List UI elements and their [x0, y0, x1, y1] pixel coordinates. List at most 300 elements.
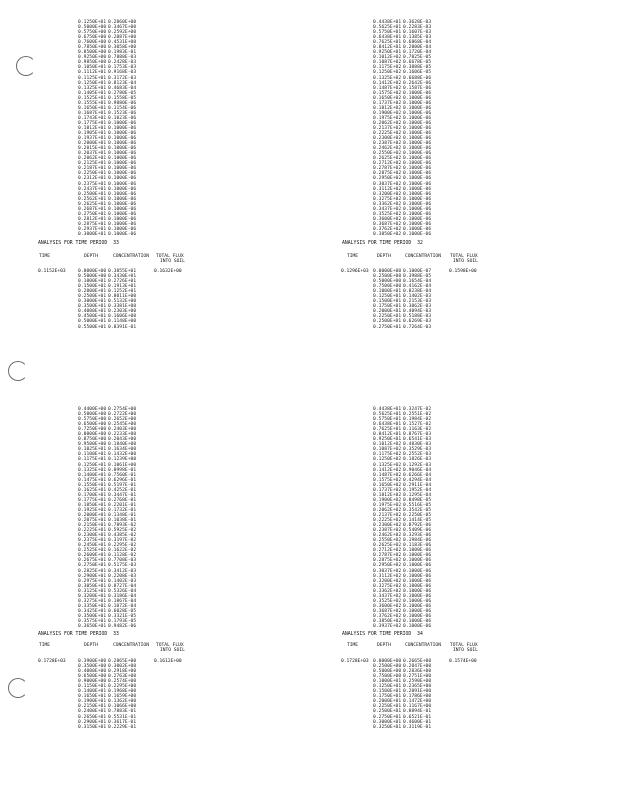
concentration-cell: 0.2000E-04	[403, 45, 432, 51]
concentration-cell: 0.1000E-06	[403, 196, 432, 202]
depth-cell: 0.1925E+01	[78, 507, 107, 513]
concentration-cell: 0.2043E+00	[108, 437, 137, 443]
concentration-cell: 0.2754E+00	[108, 407, 137, 412]
depth-cell: 0.1325E+02	[373, 75, 402, 81]
period-heading: ANALYSIS FOR TIME PERIOD 34	[342, 632, 423, 637]
depth-cell: 0.2675E+01	[78, 558, 107, 564]
depth-cell: 0.1737E+02	[373, 487, 402, 493]
concentration-cell: 0.1066E+00	[108, 704, 137, 710]
concentration-cell: 0.4252E-01	[108, 487, 137, 493]
period-heading: ANALYSIS FOR TIME PERIOD 33	[38, 632, 119, 637]
depth-cell: 0.5000E+00	[78, 25, 107, 31]
concentration-cell: 0.1000E-06	[403, 613, 432, 619]
depth-cell: 0.2250E+01	[78, 171, 107, 177]
depth-cell: 0.1400E+01	[78, 689, 107, 695]
depth-cell: 0.3425E+01	[78, 608, 107, 614]
concentration-cell: 0.1000E-06	[403, 588, 432, 594]
depth-cell: 0.5500E+01	[78, 324, 107, 330]
depth-cell: 0.5000E+00	[373, 669, 402, 675]
concentration-cell: 0.1000E-06	[403, 131, 432, 137]
depth-cell: 0.6438E+01	[373, 35, 402, 41]
concentration-cell: 0.1000E-06	[108, 186, 137, 192]
depth-cell: 0.3900E+00	[78, 659, 107, 664]
data-block-mid-left	[78, 407, 142, 629]
depth-cell: 0.2525E+01	[78, 548, 107, 554]
col-concentration: CONCENTRATION	[405, 254, 441, 259]
depth-cell: 0.2387E+02	[373, 528, 402, 534]
depth-cell: 0.2600E+01	[78, 553, 107, 559]
depth-cell: 0.2450E+01	[78, 543, 107, 549]
depth-cell: 0.2625E+02	[373, 156, 402, 162]
concentration-cell: 0.1000E-06	[403, 231, 432, 237]
concentration-cell: 0.1148E+00	[108, 319, 137, 325]
concentration-cell: 0.6028E-05	[108, 608, 137, 614]
concentration-cell: 0.1606E-05	[403, 70, 432, 76]
concentration-cell: 0.1000E-06	[403, 603, 432, 609]
depth-cell: 0.2625E+01	[78, 201, 107, 207]
depth-cell: 0.1650E+01	[78, 694, 107, 700]
concentration-cell: 0.1753E-03	[108, 65, 137, 71]
concentration-cell: 0.4830E-03	[403, 442, 432, 448]
depth-cell: 0.6500E+00	[78, 674, 107, 680]
concentration-cell: 0.1128E-02	[108, 553, 137, 559]
depth-cell: 0.1550E+01	[78, 482, 107, 488]
depth-cell: 0.2550E+02	[373, 538, 402, 544]
depth-cell: 0.2937E+01	[78, 226, 107, 232]
depth-cell: 0.3500E+01	[78, 613, 107, 619]
depth-cell: 0.1850E+01	[78, 502, 107, 508]
concentration-cell: 0.1000E-07	[403, 269, 432, 274]
concentration-cell: 0.1000E-06	[403, 578, 432, 584]
depth-cell: 0.2437E+01	[78, 186, 107, 192]
depth-cell: 0.3050E+01	[78, 583, 107, 589]
concentration-cell: 0.7560E-01	[108, 472, 137, 478]
concentration-cell: 0.1000E-06	[403, 156, 432, 162]
depth-cell: 0.1000E+01	[78, 279, 107, 285]
concentration-cell: 0.1402E-03	[108, 578, 137, 584]
time-value: 0.1296E+03	[341, 269, 369, 274]
concentration-cell: 0.8767E-03	[403, 432, 432, 438]
depth-cell: 0.1250E+02	[373, 457, 402, 463]
concentration-cell: 0.1793E-05	[108, 618, 137, 624]
depth-cell: 0.1475E+01	[78, 477, 107, 483]
concentration-cell: 0.2768E-01	[108, 497, 137, 503]
depth-cell: 0.3362E+02	[373, 588, 402, 594]
concentration-cell: 0.7825E-05	[403, 55, 432, 61]
depth-cell: 0.1087E+02	[373, 60, 402, 66]
depth-cell: 0.1500E+01	[78, 284, 107, 290]
depth-cell: 0.1905E+01	[78, 131, 107, 137]
data-block-top-left	[78, 20, 142, 237]
concentration-cell: 0.8011E+00	[108, 294, 137, 300]
depth-cell: 0.2015E+01	[78, 146, 107, 152]
concentration-cell: 0.2642E-06	[403, 80, 432, 86]
concentration-cell: 0.1000E-06	[403, 186, 432, 192]
depth-cell: 0.7600E+00	[78, 40, 107, 46]
col-into-soil: INTO SOIL	[453, 648, 478, 653]
col-time: TIME	[39, 643, 51, 648]
depth-cell: 0.2000E+01	[373, 699, 402, 705]
concentration-cell: 0.3447E-01	[108, 492, 137, 498]
depth-cell: 0.2825E+01	[78, 568, 107, 574]
concentration-cell: 0.1167E+00	[403, 704, 432, 710]
col-concentration: CONCENTRATION	[405, 643, 441, 648]
col-time: TIME	[347, 643, 359, 648]
depth-cell: 0.2787E+02	[373, 553, 402, 559]
concentration-cell: 0.1038E-01	[108, 518, 137, 524]
concentration-cell: 0.5531E-01	[108, 714, 137, 720]
depth-cell: 0.1575E+02	[373, 477, 402, 483]
concentration-cell: 0.1061E+00	[108, 462, 137, 468]
concentration-cell: 0.7893E-02	[108, 523, 137, 529]
concentration-cell: 0.1000E-06	[403, 90, 432, 96]
depth-cell: 0.0000E+00	[78, 269, 107, 274]
depth-cell: 0.1812E+02	[373, 105, 402, 111]
concentration-cell: 0.1023E-06	[108, 115, 137, 121]
concentration-cell: 0.1000E-06	[403, 206, 432, 212]
concentration-cell: 0.5132E+00	[108, 299, 137, 305]
concentration-cell: 0.3197E-02	[108, 538, 137, 544]
concentration-cell: 0.1000E-06	[403, 176, 432, 182]
concentration-cell: 0.4385E-02	[108, 533, 137, 539]
concentration-cell: 0.1000E-06	[108, 136, 137, 142]
data-block-p33	[78, 269, 142, 330]
concentration-cell: 0.1786E+00	[403, 694, 432, 700]
depth-cell: 0.1250E+01	[78, 80, 107, 86]
concentration-cell: 0.1840E+00	[108, 442, 137, 448]
concentration-cell: 0.6296E-01	[108, 477, 137, 483]
concentration-cell: 0.2551E-02	[403, 412, 432, 418]
concentration-cell: 0.4531E+00	[108, 40, 137, 46]
depth-cell: 0.2062E+02	[373, 120, 402, 126]
depth-cell: 0.7850E+00	[78, 45, 107, 51]
col-total-flux: TOTAL FLUX	[156, 643, 184, 648]
concentration-cell: 0.1607E-03	[403, 30, 432, 36]
concentration-cell: 0.1659E+00	[108, 694, 137, 700]
punch-hole	[8, 361, 28, 381]
flux-value: 0.1598E+00	[449, 269, 477, 274]
concentration-cell: 0.3888E-05	[403, 65, 432, 71]
concentration-cell: 0.5409E-06	[403, 528, 432, 534]
depth-cell: 0.2300E+01	[78, 533, 107, 539]
concentration-cell: 0.1000E-06	[108, 125, 137, 131]
concentration-cell: 0.1000E-06	[108, 221, 137, 227]
data-block-p32	[373, 269, 437, 330]
table-row	[373, 325, 437, 330]
depth-cell: 0.3037E+02	[373, 568, 402, 574]
depth-cell: 0.2375E+01	[78, 181, 107, 187]
concentration-cell: 0.5197E-01	[108, 482, 137, 488]
concentration-cell: 0.1587E-06	[403, 85, 432, 91]
concentration-cell: 0.1295E-04	[403, 492, 432, 498]
depth-cell: 0.7625E+01	[373, 40, 402, 46]
depth-cell: 0.2462E+02	[373, 146, 402, 152]
depth-cell: 0.8412E+01	[373, 432, 402, 438]
concentration-cell: 0.3855E+01	[108, 269, 137, 274]
concentration-cell: 0.1000E-06	[403, 618, 432, 624]
concentration-cell: 0.4683E-04	[108, 85, 137, 91]
depth-cell: 0.6500E+00	[78, 422, 107, 428]
concentration-cell: 0.2365E+00	[403, 684, 432, 690]
depth-cell: 0.1700E+01	[78, 492, 107, 498]
concentration-cell: 0.1000E-06	[403, 553, 432, 559]
col-concentration: CONCENTRATION	[113, 643, 149, 648]
data-block-p33b	[78, 659, 142, 730]
col-depth: DEPTH	[377, 254, 391, 259]
depth-cell: 0.1250E+01	[78, 20, 107, 25]
depth-cell: 0.1737E+02	[373, 100, 402, 106]
concentration-cell: 0.1000E-06	[403, 211, 432, 217]
depth-cell: 0.1975E+02	[373, 115, 402, 121]
concentration-cell: 0.1952E-04	[403, 487, 432, 493]
depth-cell: 0.2250E+01	[373, 704, 402, 710]
data-block-mid-right	[373, 407, 437, 629]
concentration-cell: 0.1913E+01	[108, 284, 137, 290]
concentration-cell: 0.1163E-02	[403, 427, 432, 433]
concentration-cell: 0.8391E-01	[108, 324, 137, 330]
depth-cell: 0.3000E+01	[78, 231, 107, 237]
concentration-cell: 0.3247E-02	[403, 407, 432, 412]
depth-cell: 0.1650E+02	[373, 95, 402, 101]
depth-cell: 0.2300E+02	[373, 523, 402, 529]
concentration-cell: 0.1000E-06	[108, 231, 137, 237]
concentration-cell: 0.2592E+00	[108, 30, 137, 36]
depth-cell: 0.3200E+02	[373, 191, 402, 197]
depth-cell: 0.2500E+01	[373, 319, 402, 325]
depth-cell: 0.2787E+02	[373, 166, 402, 172]
depth-cell: 0.9500E+00	[78, 442, 107, 448]
depth-cell: 0.2375E+01	[78, 538, 107, 544]
depth-cell: 0.2900E+01	[78, 573, 107, 579]
concentration-cell: 0.1984E-06	[403, 538, 432, 544]
depth-cell: 0.1687E+01	[78, 110, 107, 116]
depth-cell: 0.1575E+02	[373, 90, 402, 96]
depth-cell: 0.1555E+01	[78, 100, 107, 106]
concentration-cell: 0.1292E-03	[403, 462, 432, 468]
concentration-cell: 0.2303E+00	[108, 309, 137, 315]
depth-cell: 0.1500E+01	[373, 689, 402, 695]
depth-cell: 0.3600E+02	[373, 216, 402, 222]
concentration-cell: 0.1000E-06	[403, 161, 432, 167]
concentration-cell: 0.1000E-06	[403, 191, 432, 197]
concentration-cell: 0.8894E-01	[403, 709, 432, 715]
col-total-flux: TOTAL FLUX	[450, 643, 478, 648]
concentration-cell: 0.2751E+00	[403, 674, 432, 680]
concentration-cell: 0.3467E+00	[108, 25, 137, 31]
concentration-cell: 0.8238E-04	[403, 289, 432, 295]
depth-cell: 0.2062E+02	[373, 507, 402, 513]
concentration-cell: 0.3002E+00	[108, 664, 137, 670]
depth-cell: 0.6750E+00	[78, 35, 107, 41]
depth-cell: 0.3200E+02	[373, 578, 402, 584]
concentration-cell: 0.1183E-06	[403, 543, 432, 549]
depth-cell: 0.2125E+01	[78, 161, 107, 167]
concentration-cell: 0.1000E-06	[108, 156, 137, 162]
depth-cell: 0.2500E+00	[373, 664, 402, 670]
flux-value: 0.1632E+00	[154, 269, 182, 274]
depth-cell: 0.2000E+01	[373, 309, 402, 315]
depth-cell: 0.2225E+02	[373, 131, 402, 137]
depth-cell: 0.2875E+02	[373, 171, 402, 177]
col-total-flux: TOTAL FLUX	[450, 254, 478, 259]
concentration-cell: 0.1000E-06	[403, 608, 432, 614]
concentration-cell: 0.2726E+01	[108, 279, 137, 285]
concentration-cell: 0.1720E-04	[403, 50, 432, 56]
concentration-cell: 0.1000E-06	[108, 161, 137, 167]
depth-cell: 0.3200E+01	[78, 593, 107, 599]
concentration-cell: 0.8123E-04	[108, 80, 137, 86]
concentration-cell: 0.3988E-05	[403, 274, 432, 280]
concentration-cell: 0.1000E-06	[403, 558, 432, 564]
concentration-cell: 0.1000E-06	[108, 226, 137, 232]
concentration-cell: 0.4294E-04	[403, 477, 432, 483]
depth-cell: 0.2812E+01	[78, 216, 107, 222]
concentration-cell: 0.2295E-02	[108, 543, 137, 549]
concentration-cell: 0.1000E-06	[403, 583, 432, 589]
col-into-soil: INTO SOIL	[160, 259, 185, 264]
concentration-cell: 0.1984E-02	[403, 417, 432, 423]
concentration-cell: 0.3412E-03	[108, 568, 137, 574]
time-value: 0.1152E+03	[38, 269, 66, 274]
concentration-cell: 0.2250E-05	[403, 512, 432, 518]
depth-cell: 0.2650E+01	[78, 714, 107, 720]
concentration-cell: 0.1000E-06	[403, 216, 432, 222]
depth-cell: 0.2000E+01	[78, 512, 107, 518]
concentration-cell: 0.1622E-02	[108, 548, 137, 554]
concentration-cell: 0.1000E-06	[108, 181, 137, 187]
depth-cell: 0.2000E+01	[78, 141, 107, 147]
data-block-top-right	[373, 20, 437, 237]
depth-cell: 0.1087E+02	[373, 447, 402, 453]
concentration-cell: 0.1000E-06	[108, 151, 137, 157]
depth-cell: 0.1325E+01	[78, 85, 107, 91]
depth-cell: 0.2712E+02	[373, 548, 402, 554]
depth-cell: 0.1625E+01	[78, 487, 107, 493]
depth-cell: 0.3112E+02	[373, 186, 402, 192]
concentration-cell: 0.6521E-01	[403, 714, 432, 720]
depth-cell: 0.5000E+00	[78, 274, 107, 280]
concentration-cell: 0.1000E-06	[403, 598, 432, 604]
concentration-cell: 0.1000E-06	[403, 171, 432, 177]
depth-cell: 0.1125E+01	[78, 75, 107, 81]
col-time: TIME	[39, 254, 51, 259]
depth-cell: 0.1412E+02	[373, 80, 402, 86]
depth-cell: 0.2750E+01	[373, 324, 402, 330]
concentration-cell: 0.2552E-03	[403, 452, 432, 458]
concentration-cell: 0.6266E-04	[403, 472, 432, 478]
depth-cell: 0.6438E+01	[373, 422, 402, 428]
concentration-cell: 0.2590E+00	[403, 679, 432, 685]
depth-cell: 0.2950E+02	[373, 563, 402, 569]
depth-cell: 0.1250E+02	[373, 70, 402, 76]
depth-cell: 0.7500E+00	[373, 284, 402, 290]
depth-cell: 0.1900E+01	[78, 699, 107, 705]
concentration-cell: 0.1239E+00	[108, 457, 137, 463]
concentration-cell: 0.2665E+00	[403, 659, 432, 664]
concentration-cell: 0.1826E-03	[403, 457, 432, 463]
concentration-cell: 0.4094E-03	[403, 309, 432, 315]
depth-cell: 0.1812E+02	[373, 492, 402, 498]
depth-cell: 0.1775E+01	[78, 497, 107, 503]
concentration-cell: 0.6688E-06	[403, 75, 432, 81]
col-into-soil: INTO SOIL	[453, 259, 478, 264]
concentration-cell: 0.1000E-06	[403, 151, 432, 157]
concentration-cell: 0.2847E+00	[403, 664, 432, 670]
concentration-cell: 0.1000E-06	[403, 110, 432, 116]
depth-cell: 0.1012E+02	[373, 442, 402, 448]
depth-cell: 0.2225E+02	[373, 518, 402, 524]
depth-cell: 0.2562E+01	[78, 196, 107, 202]
depth-cell: 0.1000E+01	[373, 679, 402, 685]
depth-cell: 0.3275E+02	[373, 583, 402, 589]
depth-cell: 0.9250E+00	[78, 55, 107, 61]
depth-cell: 0.9250E+01	[373, 50, 402, 56]
concentration-cell: 0.1000E-06	[108, 120, 137, 126]
depth-cell: 0.1487E+02	[373, 472, 402, 478]
depth-cell: 0.5000E+01	[78, 319, 107, 325]
depth-cell: 0.3000E+01	[78, 299, 107, 305]
concentration-cell: 0.8727E-04	[108, 583, 137, 589]
depth-cell: 0.3250E+01	[373, 724, 402, 730]
depth-cell: 0.5750E+00	[78, 417, 107, 423]
concentration-cell: 0.1154E-06	[108, 105, 137, 111]
concentration-cell: 0.1252E+01	[108, 289, 137, 295]
concentration-cell: 0.4162E-04	[403, 284, 432, 290]
depth-cell: 0.4500E+01	[78, 314, 107, 320]
concentration-cell: 0.2233E+00	[108, 432, 137, 438]
concentration-cell: 0.1634E+00	[108, 447, 137, 453]
concentration-cell: 0.2918E+00	[108, 669, 137, 675]
table-row	[373, 725, 437, 730]
concentration-cell: 0.1523E-06	[108, 110, 137, 116]
depth-cell: 0.1487E+02	[373, 85, 402, 91]
depth-cell: 0.2137E+02	[373, 512, 402, 518]
flux-value: 0.1574E+00	[449, 659, 477, 664]
flux-value: 0.1612E+00	[154, 659, 182, 664]
concentration-cell: 0.1000E-06	[403, 100, 432, 106]
concentration-cell: 0.3430E+01	[108, 274, 137, 280]
depth-cell: 0.2500E+01	[373, 709, 402, 715]
concentration-cell: 0.9046E-04	[403, 467, 432, 473]
concentration-cell: 0.1000E-06	[403, 141, 432, 147]
concentration-cell: 0.1348E-01	[108, 512, 137, 518]
depth-cell: 0.9000E+00	[78, 679, 107, 685]
depth-cell: 0.1325E+01	[78, 467, 107, 473]
concentration-cell: 0.1000E-06	[403, 573, 432, 579]
depth-cell: 0.2750E+01	[78, 211, 107, 217]
concentration-cell: 0.1558E-05	[108, 95, 137, 101]
concentration-cell: 0.3293E-06	[403, 533, 432, 539]
depth-cell: 0.3000E+01	[373, 719, 402, 725]
concentration-cell: 0.3529E-03	[403, 447, 432, 453]
concentration-cell: 0.1000E-06	[403, 166, 432, 172]
depth-cell: 0.3037E+02	[373, 181, 402, 187]
depth-cell: 0.1025E+01	[78, 447, 107, 453]
concentration-cell: 0.8498E-05	[403, 497, 432, 503]
concentration-cell: 0.7264E-03	[403, 324, 432, 330]
concentration-cell: 0.2911E-04	[403, 482, 432, 488]
concentration-cell: 0.1000E-06	[403, 221, 432, 227]
concentration-cell: 0.2722E+00	[108, 412, 137, 418]
concentration-cell: 0.1000E-06	[403, 125, 432, 131]
depth-cell: 0.2075E+01	[78, 518, 107, 524]
depth-cell: 0.2500E+01	[78, 191, 107, 197]
depth-cell: 0.3525E+02	[373, 211, 402, 217]
concentration-cell: 0.9168E-03	[108, 70, 137, 76]
depth-cell: 0.4400E+00	[78, 407, 107, 412]
depth-cell: 0.3850E+02	[373, 231, 402, 237]
depth-cell: 0.8412E+01	[373, 45, 402, 51]
